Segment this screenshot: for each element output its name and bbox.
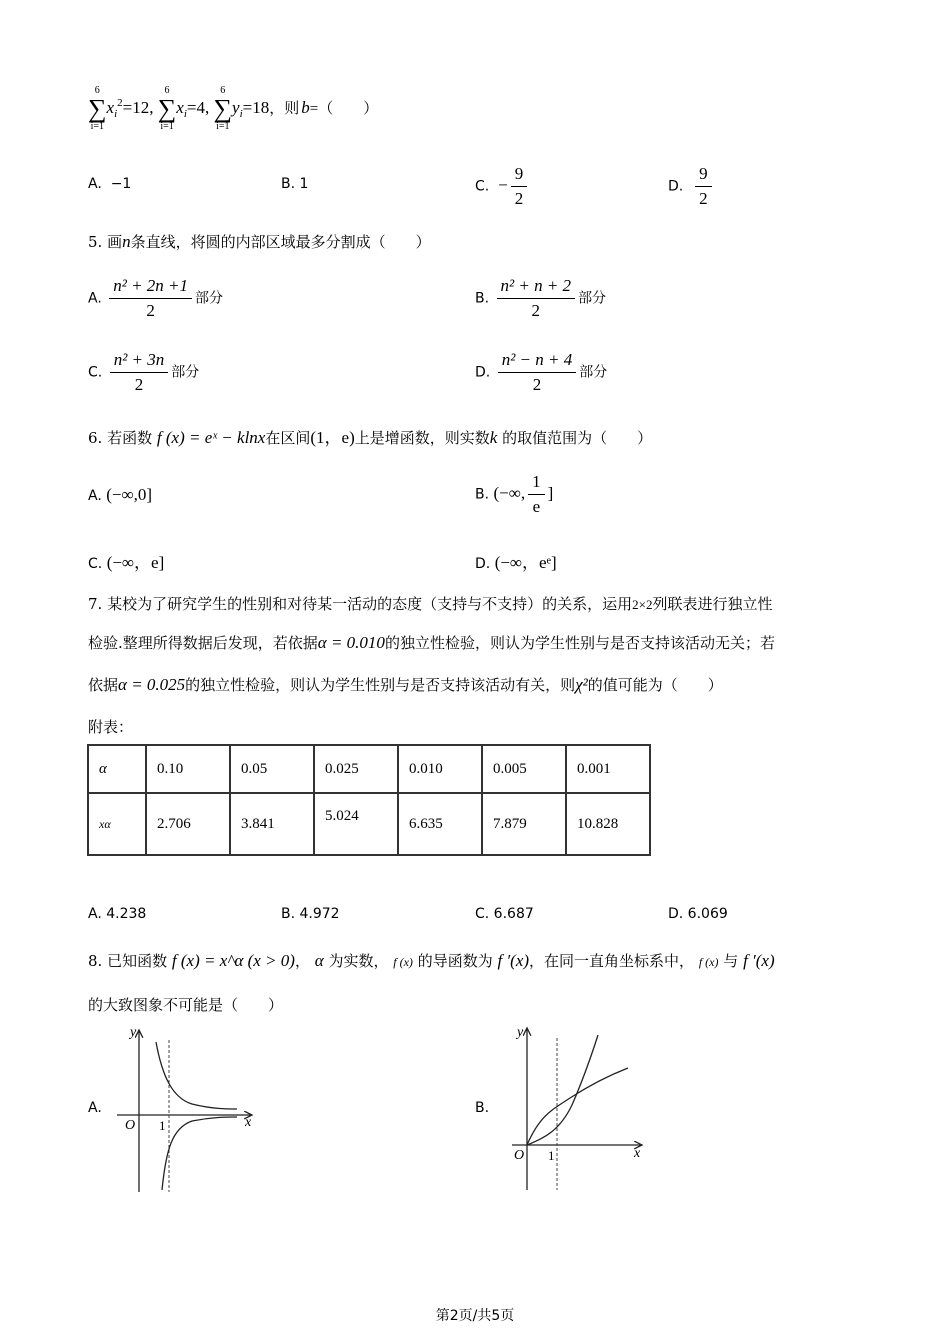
table-cell: 0.025	[314, 745, 398, 793]
q4-option-d[interactable]: D. $\frac{9}{2}$	[668, 164, 715, 209]
q7-option-a[interactable]: A. 4.238	[88, 906, 147, 922]
page-footer: 第2页/共5页	[435, 1308, 515, 1324]
tick-label-1: 1	[159, 1118, 166, 1133]
curve-fx	[156, 1042, 237, 1109]
table-cell: 7.879	[482, 793, 566, 855]
q6-option-c[interactable]: C. (−∞，e]	[88, 553, 165, 572]
origin-label: O	[125, 1118, 136, 1133]
q6-option-d[interactable]: D. (−∞，eᵉ]	[475, 553, 557, 572]
q4-option-a[interactable]: A. −1	[88, 176, 132, 192]
q7-option-c[interactable]: C. 6.687	[475, 906, 534, 922]
q5-option-a[interactable]: A. $\frac{\text{n² + 2n +1}}{2}$ 部分	[88, 276, 224, 320]
q4-option-c[interactable]: C. − $\frac{9}{2}$	[475, 164, 530, 209]
table-row	[88, 745, 650, 793]
q7-option-b[interactable]: B. 4.972	[281, 906, 340, 922]
y-label: y	[517, 1025, 524, 1040]
q6-option-a[interactable]: A. (−∞,0]	[88, 485, 153, 504]
table-cell: 5.024	[314, 793, 398, 855]
table-cell: 0.05	[230, 745, 314, 793]
q8-line1: 8. 已知函数 f (x) = x^α (x > 0)， α 为实数， f (x) 的导函数为 f ′(x)，在同一直角坐标系中， f (x) 与 f ′(x)	[88, 951, 775, 970]
q5-option-d[interactable]: D. $\frac{\text{n² − n + 4}}{2}$ 部分	[475, 350, 608, 394]
curve-fpx	[527, 1035, 598, 1145]
curve-fx	[527, 1068, 628, 1145]
q7-attach-label: 附表：	[88, 718, 134, 736]
y-label: y	[130, 1025, 137, 1040]
chi-square-table	[87, 744, 651, 856]
q5-option-b[interactable]: B. $\frac{\text{n² + n + 2}}{2}$ 部分	[475, 276, 607, 320]
table-cell: 10.828	[566, 793, 650, 855]
q5-option-c[interactable]: C. $\frac{\text{n² + 3n}}{2}$ 部分	[88, 350, 200, 394]
sum-symbol-1: 6 ∑ i=1	[88, 85, 107, 132]
tick-label-1: 1	[548, 1148, 555, 1163]
q6-option-b[interactable]: B. (−∞, $\frac{1}{e}$ ]	[475, 472, 554, 516]
sum-symbol-3: 6 ∑ i=1	[213, 85, 233, 132]
q6-stem: 6. 若函数 f (x) = eˣ − klnx在区间(1，e)上是增函数，则实数k 的取值范围为（ ）	[88, 428, 653, 447]
table-cell: 0.001	[566, 745, 650, 793]
graph-a[interactable]	[112, 1020, 262, 1195]
table-cell: 0.005	[482, 745, 566, 793]
q5-stem: 5. 画n条直线，将圆的内部区域最多分割成（ ）	[88, 232, 431, 251]
q8-option-a[interactable]: A.	[88, 1100, 102, 1116]
q7-option-d[interactable]: D. 6.069	[668, 906, 728, 922]
table-cell: 0.10	[146, 745, 230, 793]
q4-option-b[interactable]: B. 1	[281, 176, 309, 192]
table-row	[88, 793, 650, 855]
x-label: x	[634, 1146, 641, 1161]
table-cell: 0.010	[398, 745, 482, 793]
sum-symbol-2: 6 ∑ i=1	[157, 85, 177, 132]
table-header-x-alpha: xα	[88, 793, 146, 855]
origin-label: O	[514, 1148, 525, 1163]
table-header-alpha: α	[88, 745, 146, 793]
q7-line2: 检验.整理所得数据后发现，若依据α = 0.010的独立性检验，则认为学生性别与是否支持该活动无关；若	[88, 633, 775, 652]
table-cell: 3.841	[230, 793, 314, 855]
q8-line2: 的大致图象不可能是（ ）	[88, 996, 284, 1014]
q8-option-b[interactable]: B.	[475, 1100, 490, 1116]
curve-fpx	[162, 1117, 237, 1190]
table-cell: 2.706	[146, 793, 230, 855]
x-label: x	[245, 1115, 252, 1130]
table-cell: 6.635	[398, 793, 482, 855]
q7-line3: 依据α = 0.025的独立性检验，则认为学生性别与是否支持该活动有关，则χ²的值可能为（ ）	[88, 675, 723, 694]
graph-b[interactable]	[500, 1020, 650, 1195]
q4-sum-line: 6 ∑ i=1 $x_i^2=12$, 6 ∑ i=1 $x_i=4$, 6 ∑ i=1 $y_i=18$，则 b=（ ）	[88, 85, 379, 132]
q7-line1: 7. 某校为了研究学生的性别和对待某一活动的态度（支持与不支持）的关系，运用2×2列联表进行独立性	[88, 595, 773, 613]
